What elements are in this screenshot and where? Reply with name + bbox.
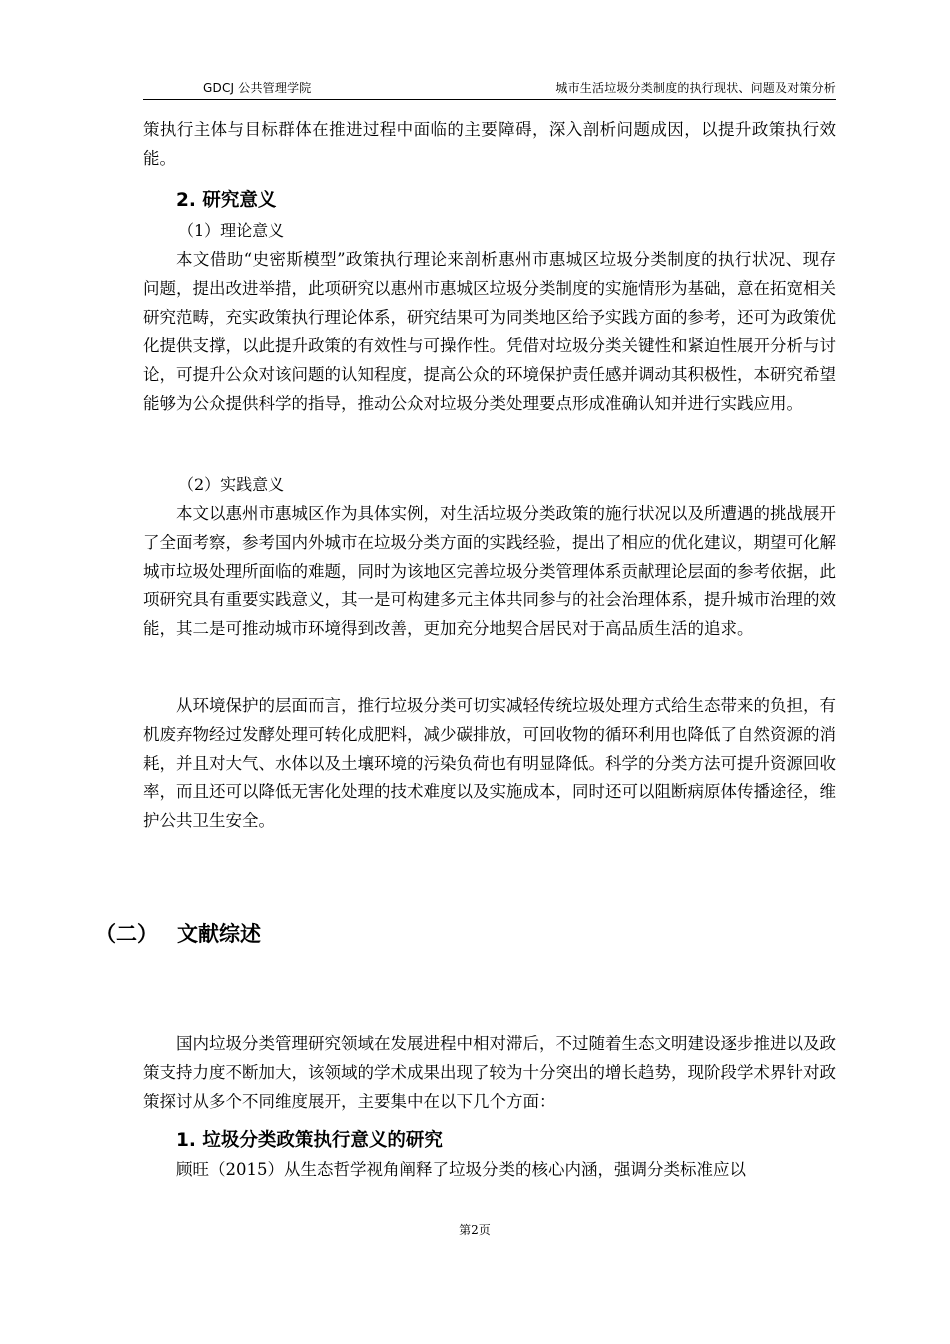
heading-literature-title: 文献综述	[177, 922, 261, 946]
header-divider	[143, 99, 836, 100]
running-header-title: 城市生活垃圾分类制度的执行现状、问题及对策分析	[555, 81, 836, 95]
subheading-theoretical: （1）理论意义	[178, 221, 285, 240]
heading-literature-number: （二）	[95, 922, 158, 946]
paragraph-continuation: 策执行主体与目标群体在推进过程中面临的主要障碍，深入剖析问题成因，以提升政策执行效能。	[143, 120, 836, 168]
paragraph-theoretical: 本文借助“史密斯模型”政策执行理论来剖析惠州市惠城区垃圾分类制度的执行状况、现存问题，提出改进举措，此项研究以惠州市惠城区垃圾分类制度的实施情形为基础，意在拓宽相关研究范畴，充实政策执行理论体系，研究结果可为同类地区给予实践方面的参考，还可为政策优化提供支撑，以此提升政策的有效性与可操作性。凭借对垃圾分类关键性和紧迫性展开分析与讨论，可提升公众对该问题的认知程度，提高公众的环境保护责任感并调动其积极性，本研究希望能够为公众提供科学的指导，推动公众对垃圾分类处理要点形成准确认知并进行实践应用。	[143, 250, 836, 413]
running-header-school: GDCJ 公共管理学院	[203, 81, 312, 95]
heading-literature-review	[95, 918, 261, 948]
subheading-practical: （2）实践意义	[178, 475, 285, 494]
paragraph-practical-2: 从环境保护的层面而言，推行垃圾分类可切实减轻传统垃圾处理方式给生态带来的负担，有机废弃物经过发酵处理可转化成肥料，减少碳排放，可回收物的循环利用也降低了自然资源的消耗，并且对大气、水体以及土壤环境的污染负荷也有明显降低。科学的分类方法可提升资源回收率，而且还可以降低无害化处理的技术难度以及实施成本，同时还可以阻断病原体传播途径，维护公共卫生安全。	[143, 696, 836, 831]
heading-policy-significance: 1. 垃圾分类政策执行意义的研究	[176, 1130, 443, 1151]
paragraph-guwang: 顾旺（2015）从生态哲学视角阐释了垃圾分类的核心内涵，强调分类标准应以	[176, 1160, 746, 1179]
paragraph-practical-1: 本文以惠州市惠城区作为具体实例，对生活垃圾分类政策的施行状况以及所遭遇的挑战展开了全面考察，参考国内外城市在垃圾分类方面的实践经验，提出了相应的优化建议，期望可化解城市垃圾处理所面临的难题，同时为该地区完善垃圾分类管理体系贡献理论层面的参考依据，此项研究具有重要实践意义，其一是可构建多元主体共同参与的社会治理体系，提升城市治理的效能，其二是可推动城市环境得到改善，更加充分地契合居民对于高品质生活的追求。	[143, 504, 836, 639]
page-number: 第2页	[459, 1223, 491, 1237]
heading-research-significance: 2. 研究意义	[176, 190, 277, 211]
paragraph-literature-intro: 国内垃圾分类管理研究领域在发展进程中相对滞后，不过随着生态文明建设逐步推进以及政策支持力度不断加大，该领域的学术成果出现了较为十分突出的增长趋势，现阶段学术界针对政策探讨从多个不同维度展开，主要集中在以下几个方面：	[143, 1034, 836, 1111]
